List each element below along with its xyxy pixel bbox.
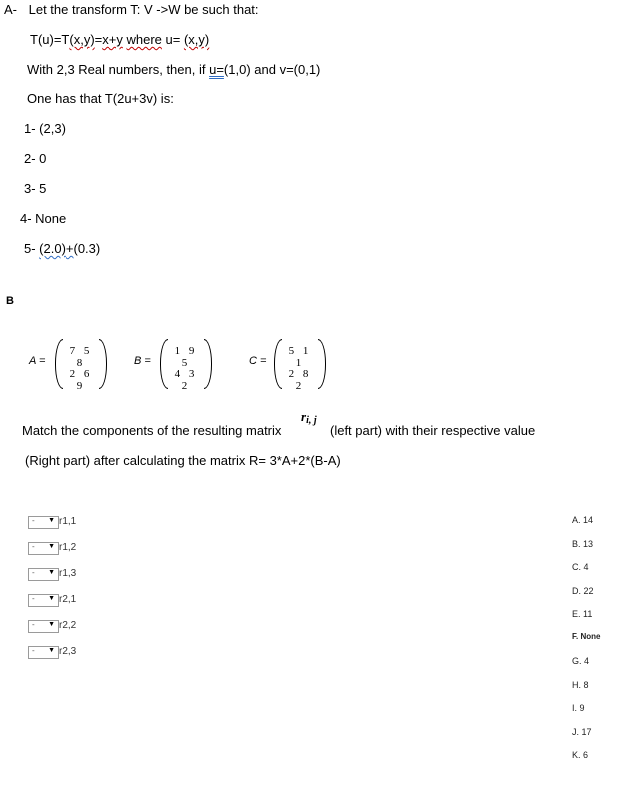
chevron-down-icon: ▼ <box>48 647 55 654</box>
rij-symbol <box>301 409 317 426</box>
with-statement <box>27 62 320 77</box>
definition-u: u= <box>161 32 184 47</box>
option-f: F. None <box>572 632 601 641</box>
match-instruction-line2: (Right part) after calculating the matrix R= 3*A+2*(B-A) <box>25 453 341 468</box>
answer-select-r21[interactable] <box>28 594 59 607</box>
with-rest: (1,0) and v=(0,1) <box>223 62 321 77</box>
component-label-r21: r2,1 <box>59 594 77 605</box>
definition-prefix: T(u)=T <box>30 32 70 47</box>
choice-5-part-b: (0.3) <box>73 241 101 256</box>
matrix-b-label: B = <box>134 355 151 367</box>
select-value: - <box>32 516 35 525</box>
choice-text: 5 <box>39 181 47 196</box>
choice-number: 3- <box>24 181 40 196</box>
choice-5 <box>24 241 100 256</box>
choice-text: (2,3) <box>39 121 66 136</box>
answer-select-r13[interactable] <box>28 568 59 581</box>
question-text: One has that T(2u+3v) is: <box>27 91 174 106</box>
definition-where: where <box>126 32 162 47</box>
definition-eq: = <box>94 32 103 47</box>
component-label-r11: r1,1 <box>59 516 77 527</box>
matrix-row: 4 3 2 <box>174 368 198 392</box>
matrix-a-label: A = <box>29 355 46 367</box>
answer-select-r12[interactable] <box>28 542 59 555</box>
answer-select-r22[interactable] <box>28 620 59 633</box>
choice-3 <box>24 181 46 196</box>
chevron-down-icon: ▼ <box>48 517 55 524</box>
matrix-row: 1 9 5 <box>174 345 198 369</box>
option-h: H. 8 <box>572 680 589 690</box>
chevron-down-icon: ▼ <box>48 595 55 602</box>
select-value: - <box>32 568 35 577</box>
option-d: D. 22 <box>572 586 594 596</box>
option-a: A. 14 <box>572 515 594 525</box>
option-g: G. 4 <box>572 656 590 666</box>
right-parenthesis <box>204 339 212 389</box>
option-j: J. 17 <box>572 727 592 737</box>
option-k: K. 6 <box>572 750 589 760</box>
component-label-r22: r2,2 <box>59 620 77 631</box>
question-a-intro-text: Let the transform T: V ->W be such that: <box>28 2 259 17</box>
option-i: I. 9 <box>572 703 585 713</box>
choice-text: None <box>35 211 67 226</box>
left-parenthesis <box>274 339 282 389</box>
rij-base: r <box>301 409 307 424</box>
left-parenthesis <box>160 339 168 389</box>
answer-select-r23[interactable] <box>28 646 59 659</box>
choice-number: 2- <box>24 151 40 166</box>
matrix-c-label: C = <box>249 355 267 367</box>
with-u: u= <box>209 62 224 77</box>
select-value: - <box>32 620 35 629</box>
choice-number: 1- <box>24 121 40 136</box>
match-instruction-part2: (left part) with their respective value <box>330 423 536 438</box>
option-e: E. 11 <box>572 609 593 619</box>
answer-select-r11[interactable] <box>28 516 59 529</box>
choice-4 <box>20 211 66 226</box>
select-value: - <box>32 594 35 603</box>
definition-xy-2: (x,y) <box>183 32 210 47</box>
option-b: B. 13 <box>572 539 594 549</box>
question-a-intro <box>4 2 259 17</box>
choice-number: 4- <box>20 211 36 226</box>
select-value: - <box>32 646 35 655</box>
question-b-marker: B <box>6 295 14 307</box>
definition-xy: (x,y) <box>69 32 95 47</box>
choice-2 <box>24 151 46 166</box>
select-value: - <box>32 542 35 551</box>
matrix-row: 7 5 8 <box>69 345 93 369</box>
choice-1 <box>24 121 66 136</box>
chevron-down-icon: ▼ <box>48 621 55 628</box>
match-instruction-part1: Match the components of the resulting matrix <box>22 423 282 438</box>
matrix-a <box>55 339 107 392</box>
component-label-r12: r1,2 <box>59 542 77 553</box>
choice-5-plus: + <box>65 241 74 256</box>
definition-x-plus-y: x+y <box>102 32 123 47</box>
component-label-r13: r1,3 <box>59 568 77 579</box>
choice-text: 0 <box>39 151 47 166</box>
chevron-down-icon: ▼ <box>48 569 55 576</box>
matrix-row: 2 8 2 <box>288 368 312 392</box>
matrix-row: 5 1 1 <box>288 345 312 369</box>
choice-number: 5- <box>24 241 40 256</box>
right-parenthesis <box>99 339 107 389</box>
question-a-marker: A- <box>4 2 17 17</box>
option-c: C. 4 <box>572 562 589 572</box>
choice-5-part-a: (2.0) <box>39 241 66 256</box>
left-parenthesis <box>55 339 63 389</box>
right-parenthesis <box>318 339 326 389</box>
chevron-down-icon: ▼ <box>48 543 55 550</box>
component-label-r23: r2,3 <box>59 646 77 657</box>
rij-subscript: i, j <box>306 415 317 426</box>
with-prefix: With 2,3 Real numbers, then, if <box>27 62 210 77</box>
matrix-c <box>274 339 326 392</box>
matrix-b <box>160 339 212 392</box>
transform-definition <box>30 32 209 47</box>
matrix-row: 2 6 9 <box>69 368 93 392</box>
